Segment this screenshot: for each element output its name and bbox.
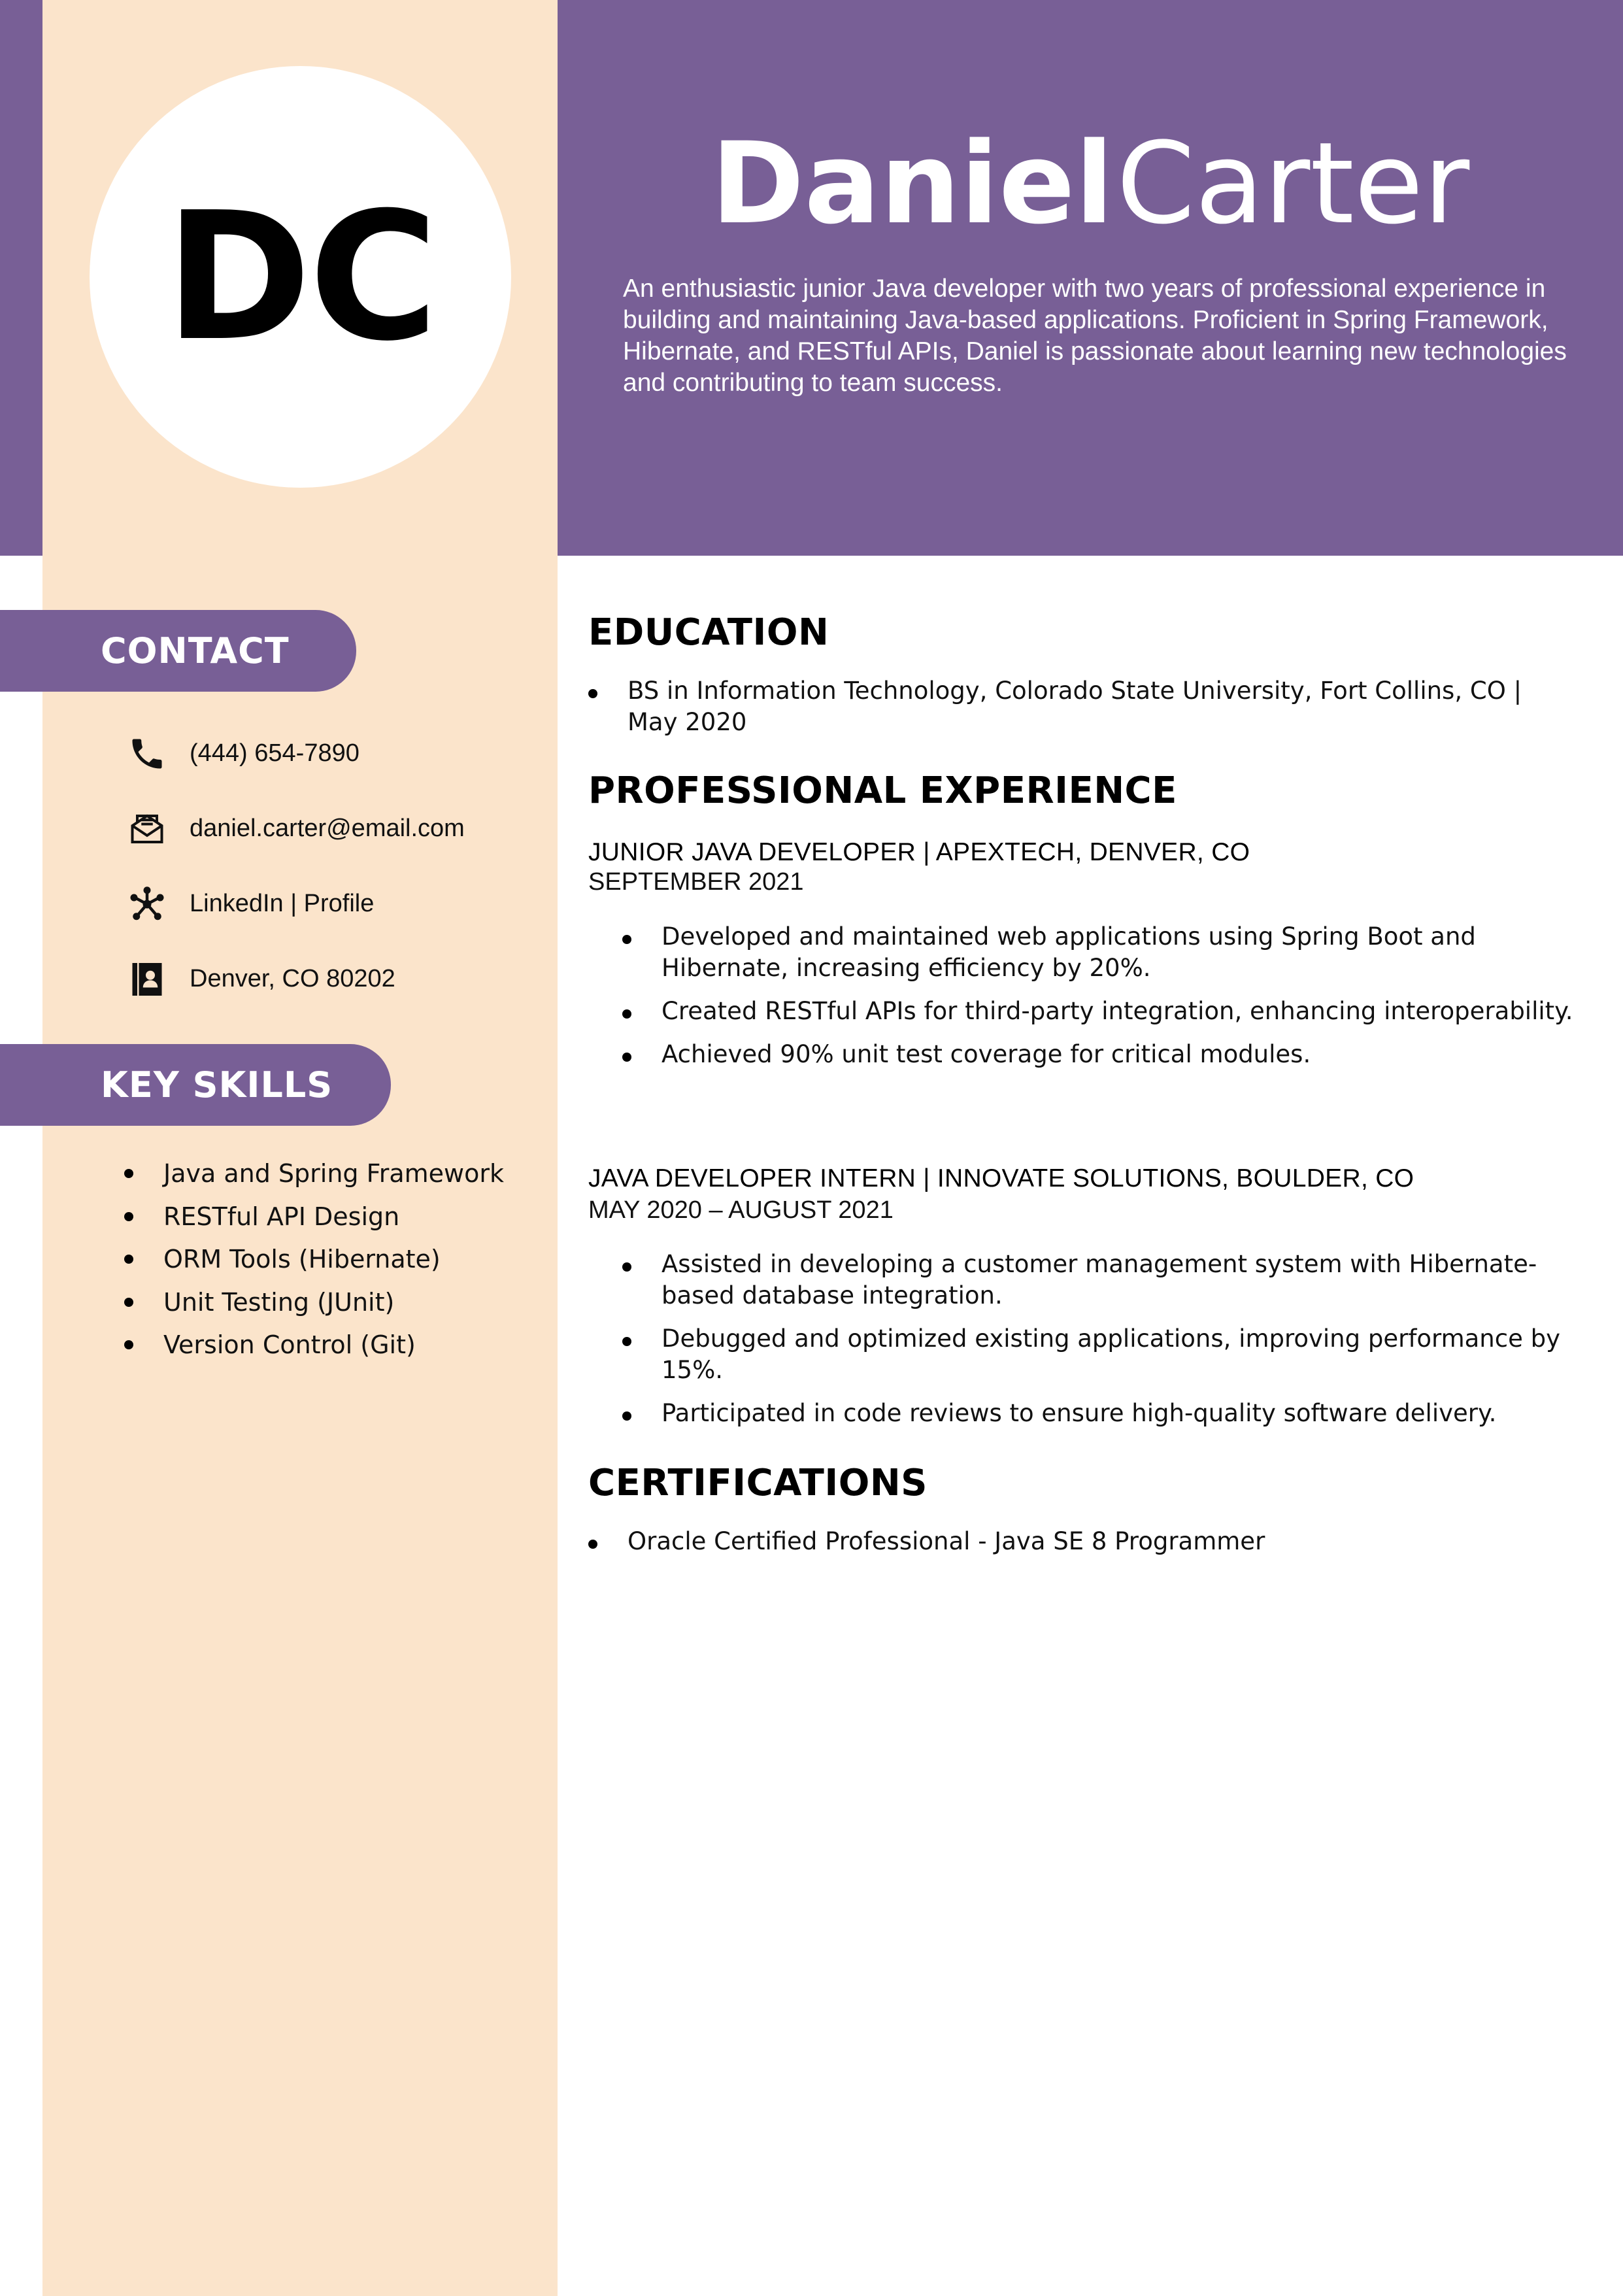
bullet-icon bbox=[622, 1053, 631, 1062]
job-dates: MAY 2020 – AUGUST 2021 bbox=[588, 1196, 894, 1224]
key-skills-heading: KEY SKILLS bbox=[0, 1044, 391, 1126]
certification-list bbox=[588, 1526, 1569, 1557]
phone-icon bbox=[124, 731, 170, 777]
profile-summary: An enthusiastic junior Java developer with two years of professional experience in building and maintaining Java-based applications. Proficient in Spring Framework, Hibernate, and RESTful APIs, Daniel is passionate about learning new technologies and contributing to team success. bbox=[623, 275, 1567, 397]
job-title: JUNIOR JAVA DEVELOPER | APEXTECH, DENVER, CO bbox=[588, 838, 1250, 866]
job-dates: SEPTEMBER 2021 bbox=[588, 868, 804, 896]
skill-item bbox=[124, 1156, 543, 1199]
bullet-text: Debugged and optimized existing applications, improving performance by 15%. bbox=[661, 1325, 1560, 1384]
bullet-icon bbox=[124, 1212, 133, 1221]
job-bullet-list bbox=[622, 921, 1577, 1082]
bullet-text: Created RESTful APIs for third-party integration, enhancing interoperability. bbox=[661, 997, 1573, 1025]
network-icon bbox=[124, 881, 170, 927]
certification-text: Oracle Certified Professional - Java SE 8 Programmer bbox=[627, 1527, 1265, 1555]
bullet-icon bbox=[124, 1298, 133, 1307]
phone-number: (444) 654-7890 bbox=[190, 739, 360, 767]
job-bullet bbox=[622, 1398, 1577, 1429]
bullet-text: Participated in code reviews to ensure high-quality software delivery. bbox=[661, 1399, 1497, 1427]
job-bullet bbox=[622, 1249, 1577, 1311]
education-item bbox=[588, 675, 1569, 738]
bullet-icon bbox=[622, 1337, 631, 1346]
contact-email bbox=[124, 791, 549, 866]
contact-address bbox=[124, 941, 549, 1017]
experience-heading: PROFESSIONAL EXPERIENCE bbox=[588, 769, 1177, 812]
contact-linkedin bbox=[124, 866, 549, 941]
education-heading: EDUCATION bbox=[588, 611, 829, 654]
skill-text: RESTful API Design bbox=[163, 1202, 400, 1231]
contact-phone bbox=[124, 716, 549, 791]
certifications-heading: CERTIFICATIONS bbox=[588, 1462, 928, 1504]
candidate-name bbox=[558, 118, 1623, 249]
job-bullet bbox=[622, 1039, 1577, 1070]
monogram-circle bbox=[90, 66, 511, 488]
bullet-text: Achieved 90% unit test coverage for critical modules. bbox=[661, 1040, 1311, 1068]
contact-list bbox=[124, 716, 549, 1017]
skill-text: Java and Spring Framework bbox=[163, 1159, 504, 1188]
bullet-icon bbox=[124, 1340, 133, 1349]
skill-item bbox=[124, 1199, 543, 1242]
job-bullet bbox=[622, 1323, 1577, 1386]
bullet-icon bbox=[124, 1169, 133, 1178]
bullet-icon bbox=[622, 935, 631, 944]
skill-text: Version Control (Git) bbox=[163, 1330, 416, 1359]
bullet-icon bbox=[622, 1262, 631, 1272]
bullet-icon bbox=[124, 1255, 133, 1264]
bullet-icon bbox=[622, 1009, 631, 1019]
skill-item bbox=[124, 1285, 543, 1328]
job-bullet-list bbox=[622, 1249, 1577, 1441]
education-text: BS in Information Technology, Colorado State University, Fort Collins, CO | May 2020 bbox=[627, 677, 1522, 736]
skills-list bbox=[124, 1156, 543, 1370]
contact-heading: CONTACT bbox=[0, 610, 356, 692]
job-bullet bbox=[622, 921, 1577, 984]
email-icon bbox=[124, 806, 170, 852]
education-list bbox=[588, 675, 1569, 738]
location-address: Denver, CO 80202 bbox=[190, 965, 395, 992]
bullet-text: Developed and maintained web applications using Spring Boot and Hibernate, increasing efficiency by 20%. bbox=[661, 922, 1476, 982]
linkedin-profile-link[interactable]: LinkedIn | Profile bbox=[190, 890, 375, 917]
last-name: Carter bbox=[1116, 118, 1470, 249]
monogram-initials: DC bbox=[165, 173, 436, 380]
bullet-text: Assisted in developing a customer management system with Hibernate-based database integration. bbox=[661, 1250, 1537, 1309]
skill-text: ORM Tools (Hibernate) bbox=[163, 1245, 441, 1274]
address-book-icon bbox=[124, 956, 170, 1002]
bullet-icon bbox=[588, 1540, 597, 1549]
skill-text: Unit Testing (JUnit) bbox=[163, 1287, 395, 1317]
bullet-icon bbox=[588, 689, 597, 698]
job-title: JAVA DEVELOPER INTERN | INNOVATE SOLUTIONS, BOULDER, CO bbox=[588, 1164, 1414, 1192]
job-bullet bbox=[622, 996, 1577, 1027]
skill-item bbox=[124, 1327, 543, 1370]
first-name: Daniel bbox=[711, 118, 1114, 249]
certification-item bbox=[588, 1526, 1569, 1557]
email-address[interactable]: daniel.carter@email.com bbox=[190, 815, 465, 842]
skill-item bbox=[124, 1241, 543, 1285]
bullet-icon bbox=[622, 1411, 631, 1421]
